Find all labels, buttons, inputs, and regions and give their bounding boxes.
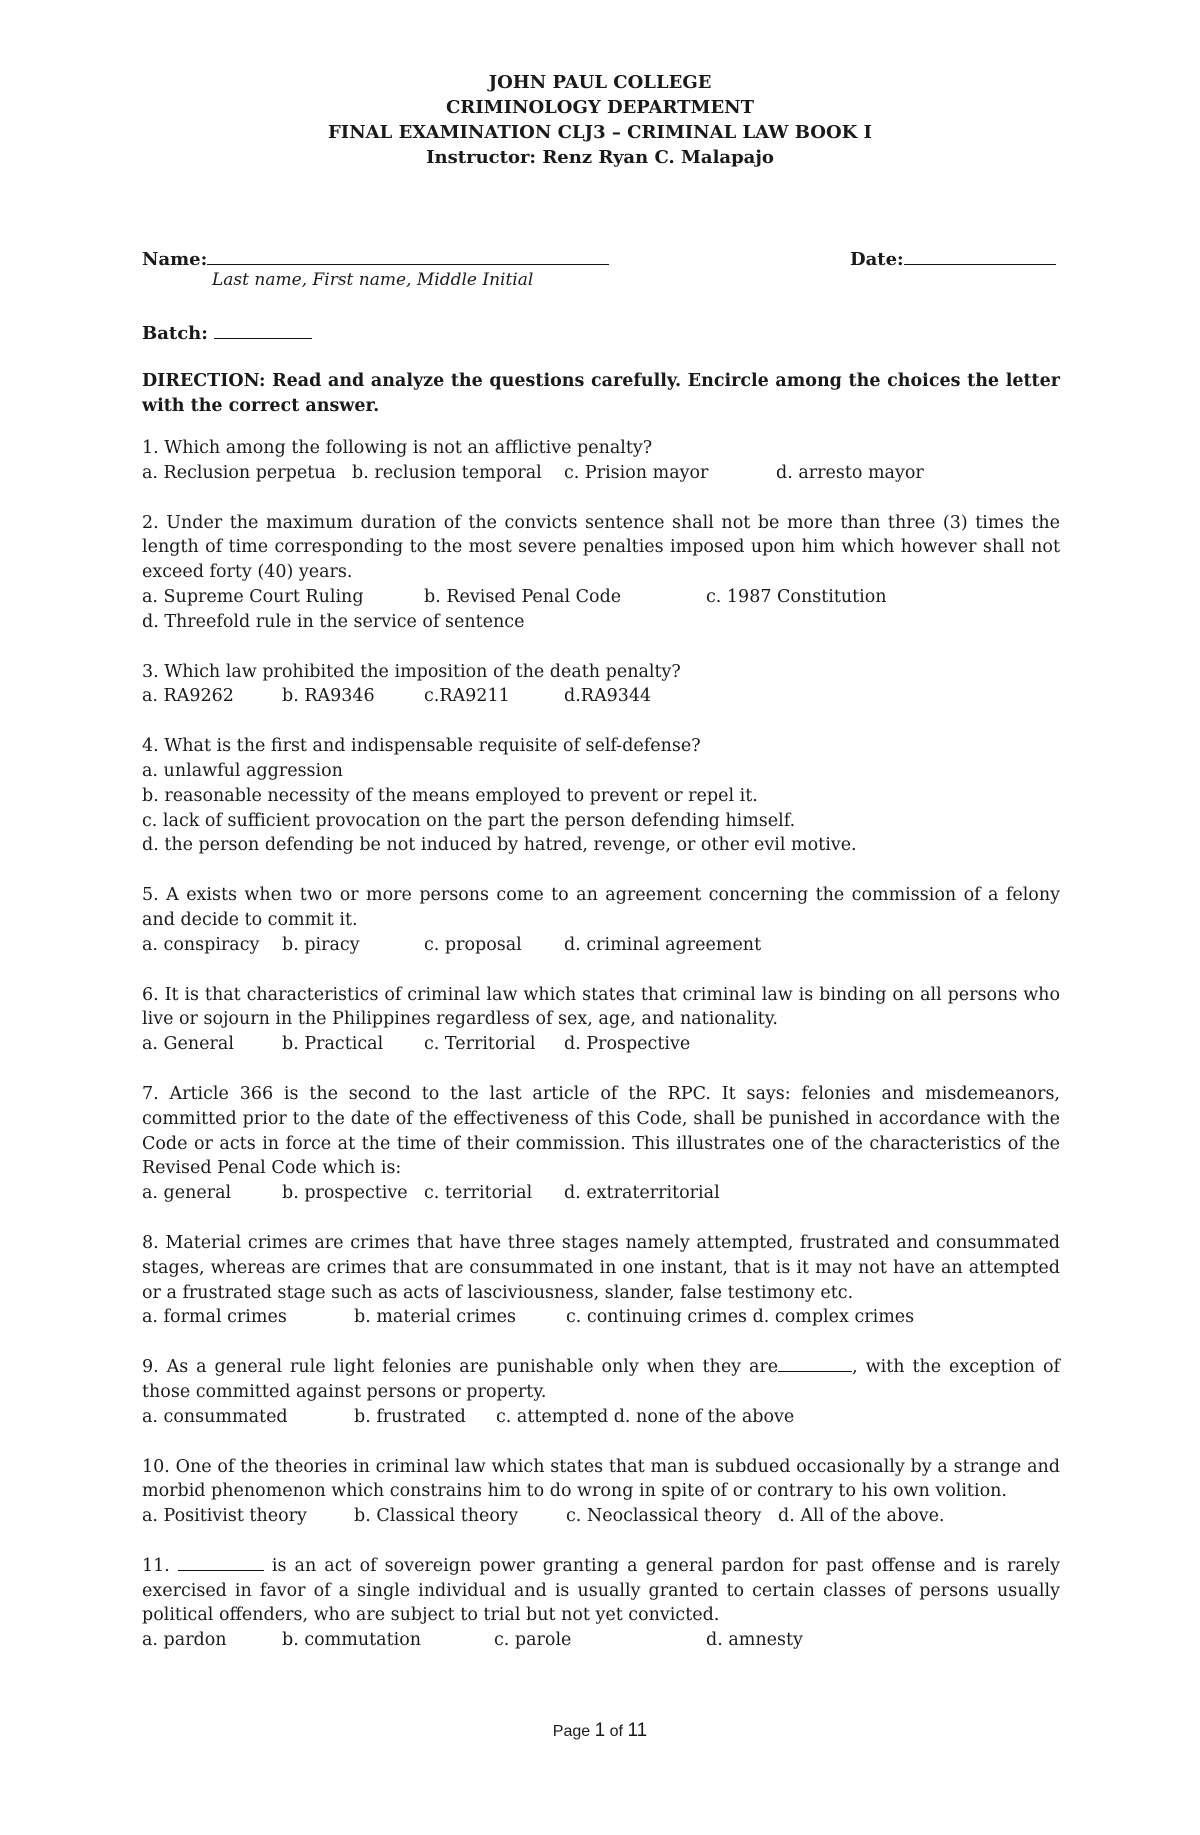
option-a[interactable]: a. formal crimes (142, 1307, 287, 1328)
option-d[interactable]: d. extraterritorial (564, 1183, 720, 1204)
options-row (142, 1032, 1060, 1057)
answer-blank[interactable] (778, 1355, 852, 1372)
question-text: 7. Article 366 is the second to the last article of the RPC. It says: felonies and misdemeanors, committed prior to the date of the effectiveness of this Code, shall be punished in accordance with the Code or acts in force at the time of their commission. This illustrates one of the characteristics of the Revised Penal Code which is: (142, 1083, 1060, 1179)
option-c[interactable]: c. parole (494, 1630, 572, 1651)
question-text (142, 1554, 1060, 1628)
page-number: 1 (594, 1720, 606, 1741)
option-b[interactable]: b. reasonable necessity of the means employed to prevent or repel it. (142, 785, 758, 806)
option-a[interactable]: a. pardon (142, 1630, 227, 1651)
question-text: 6. It is that characteristics of criminal law which states that criminal law is binding on all persons who live or sojourn in the Philippines regardless of sex, age, and nationality. (142, 984, 1060, 1030)
option-a[interactable]: a. RA9262 (142, 686, 234, 707)
batch-field (142, 320, 312, 344)
school-name: JOHN PAUL COLLEGE (488, 72, 712, 93)
option-c-d[interactable]: c. attempted d. none of the above (496, 1406, 795, 1427)
question-text: 3. Which law prohibited the imposition of the death penalty? (142, 661, 681, 682)
option-d[interactable]: d. amnesty (706, 1630, 803, 1651)
page-word: Page (552, 1723, 591, 1740)
option-a[interactable]: a. conspiracy (142, 934, 260, 955)
option-c-d[interactable]: c. continuing crimes d. complex crimes (566, 1307, 915, 1328)
option-c[interactable]: c. Territorial (424, 1034, 536, 1055)
question-11 (142, 1554, 1060, 1653)
option-a[interactable]: a. General (142, 1034, 234, 1055)
options-row (142, 1405, 1060, 1430)
answer-blank[interactable] (178, 1554, 264, 1571)
option-a[interactable]: a. Positivist theory (142, 1506, 307, 1527)
option-d[interactable]: d.RA9344 (564, 686, 652, 707)
options-row (142, 1305, 1060, 1330)
question-9 (142, 1355, 1060, 1429)
question-6 (142, 983, 1060, 1057)
question-7 (142, 1082, 1060, 1206)
question-text: 8. Material crimes are crimes that have three stages namely attempted, frustrated and consummated stages, whereas are crimes that are consummated in one instant, that is it may not have an attempted or a frustrated stage such as acts of lasciviousness, slander, false testimony etc. (142, 1232, 1060, 1303)
options-row (142, 684, 1060, 709)
exam-title: FINAL EXAMINATION CLJ3 – CRIMINAL LAW BOOK I (328, 122, 872, 143)
option-b[interactable]: b. commutation (282, 1630, 422, 1651)
question-8 (142, 1231, 1060, 1330)
page-total: 11 (627, 1720, 648, 1741)
options-row (142, 784, 1060, 809)
options-row (142, 1628, 1060, 1653)
question-text-after: is an act of sovereign power granting a general pardon for past offense and is rarely exercised in favor of a single individual and is usually granted to certain classes of persons usually political offenders, who are subject to trial but not yet convicted. (142, 1555, 1060, 1626)
instructor-line: Instructor: Renz Ryan C. Malapajo (426, 147, 774, 168)
option-b[interactable]: b. Practical (282, 1034, 384, 1055)
option-c[interactable]: c. Neoclassical theory (566, 1506, 762, 1527)
options-row (142, 759, 1060, 784)
date-field (850, 246, 1056, 270)
options-row (142, 585, 1060, 610)
question-text (142, 1355, 1060, 1405)
document-header (0, 70, 1200, 170)
option-a[interactable]: a. general (142, 1183, 232, 1204)
options-row (142, 1181, 1060, 1206)
exam-content (142, 369, 1060, 1678)
of-word: of (609, 1723, 623, 1740)
option-b[interactable]: b. material crimes (354, 1307, 516, 1328)
option-d[interactable]: d. Threefold rule in the service of sentence (142, 611, 525, 632)
name-field (142, 246, 609, 270)
question-4 (142, 734, 1060, 858)
option-d[interactable]: d. criminal agreement (564, 934, 762, 955)
options-row (142, 461, 1060, 486)
page-footer (0, 1720, 1200, 1742)
question-3 (142, 660, 1060, 710)
question-text: 5. A exists when two or more persons come to an agreement concerning the commission of a felony and decide to commit it. (142, 885, 1060, 930)
option-d[interactable]: d. All of the above. (778, 1506, 945, 1527)
question-2 (142, 511, 1060, 635)
option-b[interactable]: b. Revised Penal Code (424, 586, 622, 607)
question-10 (142, 1455, 1060, 1529)
option-b[interactable]: b. prospective (282, 1183, 408, 1204)
option-b[interactable]: b. piracy (282, 934, 360, 955)
option-d[interactable]: d. arresto mayor (776, 462, 924, 483)
options-row (142, 933, 1060, 958)
question-5 (142, 883, 1060, 957)
option-d[interactable]: d. Prospective (564, 1034, 691, 1055)
department-name: CRIMINOLOGY DEPARTMENT (445, 97, 755, 118)
option-c[interactable]: c. lack of sufficient provocation on the part the person defending himself. (142, 810, 796, 831)
name-label: Name: (142, 249, 208, 270)
batch-label: Batch: (142, 323, 208, 344)
option-b[interactable]: b. RA9346 (282, 686, 375, 707)
date-label: Date: (850, 249, 904, 270)
name-line[interactable] (207, 246, 609, 265)
options-row (142, 833, 1060, 858)
options-row (142, 1504, 1060, 1529)
option-b[interactable]: b. frustrated (354, 1406, 466, 1427)
question-text: 10. One of the theories in criminal law which states that man is subdued occasionally by a strange and morbid phenomenon which constrains him to do wrong in spite of or contrary to his own volition. (142, 1456, 1060, 1502)
options-row (142, 610, 1060, 635)
question-number: 11. (142, 1555, 170, 1576)
option-c[interactable]: c.RA9211 (424, 686, 510, 707)
option-d[interactable]: d. the person defending be not induced by hatred, revenge, or other evil motive. (142, 835, 857, 856)
option-a[interactable]: a. unlawful aggression (142, 760, 343, 781)
directions: DIRECTION: Read and analyze the questions carefully. Encircle among the choices the letter with the correct answer. (142, 371, 1060, 416)
date-line[interactable] (904, 246, 1056, 265)
name-hint: Last name, First name, Middle Initial (212, 270, 534, 290)
question-text: 1. Which among the following is not an afflictive penalty? (142, 438, 653, 458)
question-text: 4. What is the first and indispensable requisite of self-defense? (142, 736, 701, 757)
option-a[interactable]: a. Supreme Court Ruling (142, 586, 364, 607)
option-c[interactable]: c. proposal (424, 934, 522, 955)
option-b[interactable]: b. Classical theory (354, 1506, 519, 1527)
question-text-after: , with the exception of those committed against persons or property. (142, 1357, 1061, 1402)
option-a[interactable]: a. consummated (142, 1406, 288, 1427)
batch-line[interactable] (214, 320, 312, 339)
question-text-before: 9. As a general rule light felonies are punishable only when they are (142, 1357, 779, 1378)
option-b[interactable]: b. reclusion temporal (352, 462, 542, 483)
question-text: 2. Under the maximum duration of the convicts sentence shall not be more than three (3) times the length of time corresponding to the most severe penalties imposed upon him which however shall not exceed forty (40) years. (142, 512, 1060, 583)
question-1 (142, 436, 1060, 486)
option-c[interactable]: c. Prision mayor (564, 462, 709, 483)
options-row (142, 809, 1060, 834)
option-c[interactable]: c. territorial (424, 1183, 533, 1204)
option-a[interactable]: a. Reclusion perpetua (142, 462, 336, 483)
option-c[interactable]: c. 1987 Constitution (706, 586, 887, 607)
